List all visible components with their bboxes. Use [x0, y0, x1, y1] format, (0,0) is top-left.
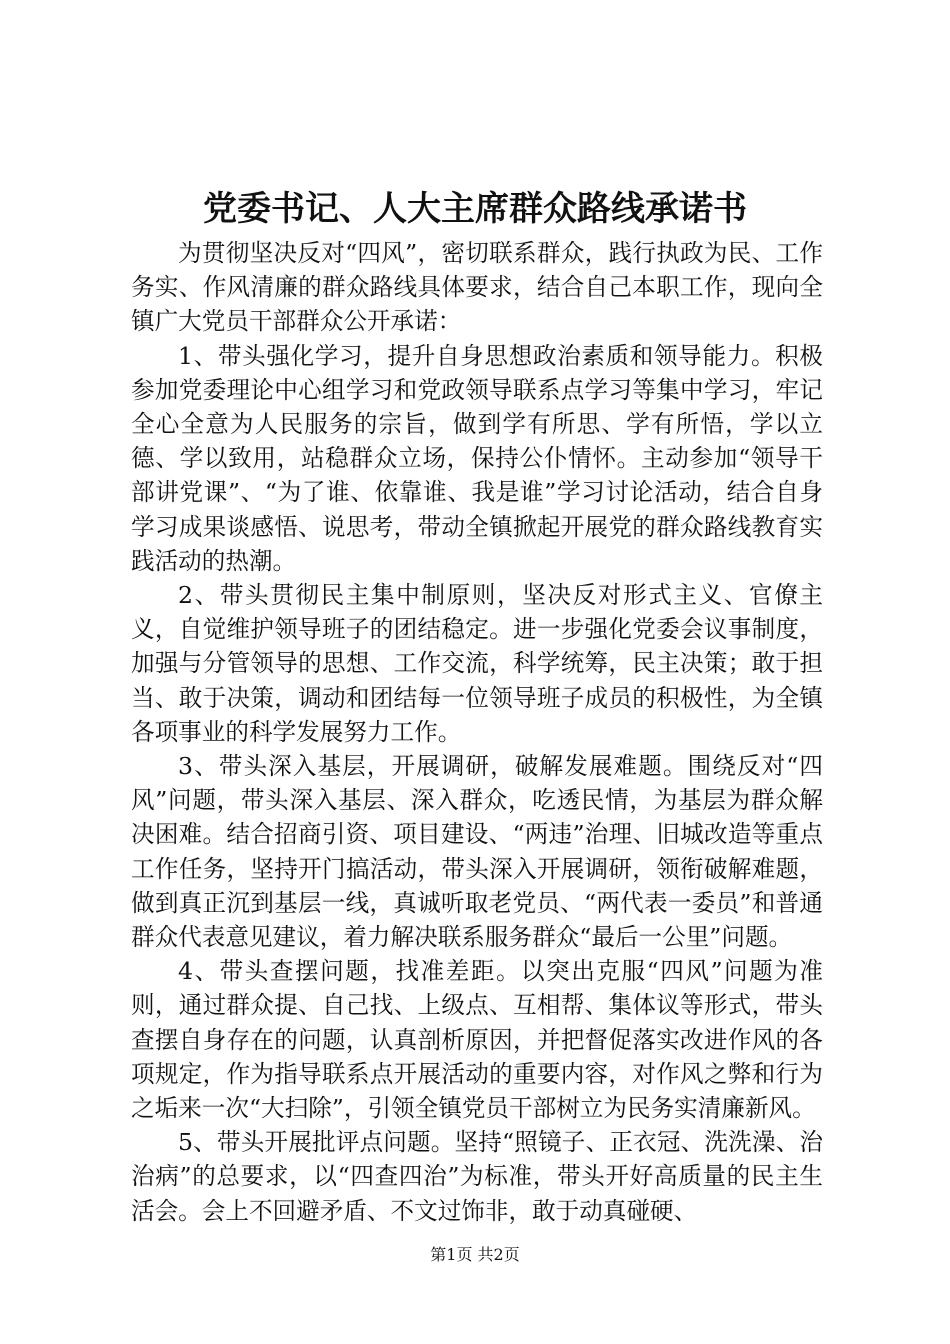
commitment-paragraph-2: 2、带头贯彻民主集中制原则，坚决反对形式主义、官僚主义，自觉维护领导班子的团结稳定。进一步强化党委会议事制度，加强与分管领导的思想、工作交流，科学统筹，民主决策；敢于担当、敢于决策，调动和团结每一位领导班子成员的积极性，为全镇各项事业的科学发展努力工作。: [131, 581, 823, 746]
commitment-paragraph-5: 5、带头开展批评点问题。坚持“照镜子、正衣冠、洗洗澡、治治病”的总要求，以“四查四治”为标准，带头开好高质量的民主生活会。会上不回避矛盾、不文过饰非，敢于动真碰硬、: [131, 1128, 823, 1225]
intro-paragraph: 为贯彻坚决反对“四风”，密切联系群众，践行执政为民、工作务实、作风清廉的群众路线具体要求，结合自己本职工作，现向全镇广大党员干部群众公开承诺：: [131, 239, 823, 336]
commitment-paragraph-4: 4、带头查摆问题，找准差距。以突出克服“四风”问题为准则，通过群众提、自己找、上级点、互相帮、集体议等形式，带头查摆自身存在的问题，认真剖析原因，并把督促落实改进作风的各项规定，作为指导联系点开展活动的重要内容，对作风之弊和行为之垢来一次“大扫除”，引领全镇党员干部树立为民务实清廉新风。: [131, 957, 823, 1123]
document-title: 党委书记、人大主席群众路线承诺书: [203, 189, 747, 229]
commitment-paragraph-1: 1、带头强化学习，提升自身思想政治素质和领导能力。积极参加党委理论中心组学习和党政领导联系点学习等集中学习，牢记全心全意为人民服务的宗旨，做到学有所思、学有所悟，学以立德、学以致用，站稳群众立场，保持公仆情怀。主动参加“领导干部讲党课”、“为了谁、依靠谁、我是谁”学习讨论活动，结合自身学习成果谈感悟、说思考，带动全镇掀起开展党的群众路线教育实践活动的热潮。: [131, 341, 823, 575]
commitment-paragraph-3: 3、带头深入基层，开展调研，破解发展难题。围绕反对“四风”问题，带头深入基层、深入群众，吃透民情，为基层为群众解决困难。结合招商引资、项目建设、“两违”治理、旧城改造等重点工作任务，坚持开门搞活动，带头深入开展调研，领衔破解难题，做到真正沉到基层一线，真诚听取老党员、“两代表一委员”和普通群众代表意见建议，着力解决联系服务群众“最后一公里”问题。: [131, 752, 823, 952]
page-footer: 第1页 共2页: [430, 1245, 520, 1264]
document-body: [131, 236, 823, 1228]
